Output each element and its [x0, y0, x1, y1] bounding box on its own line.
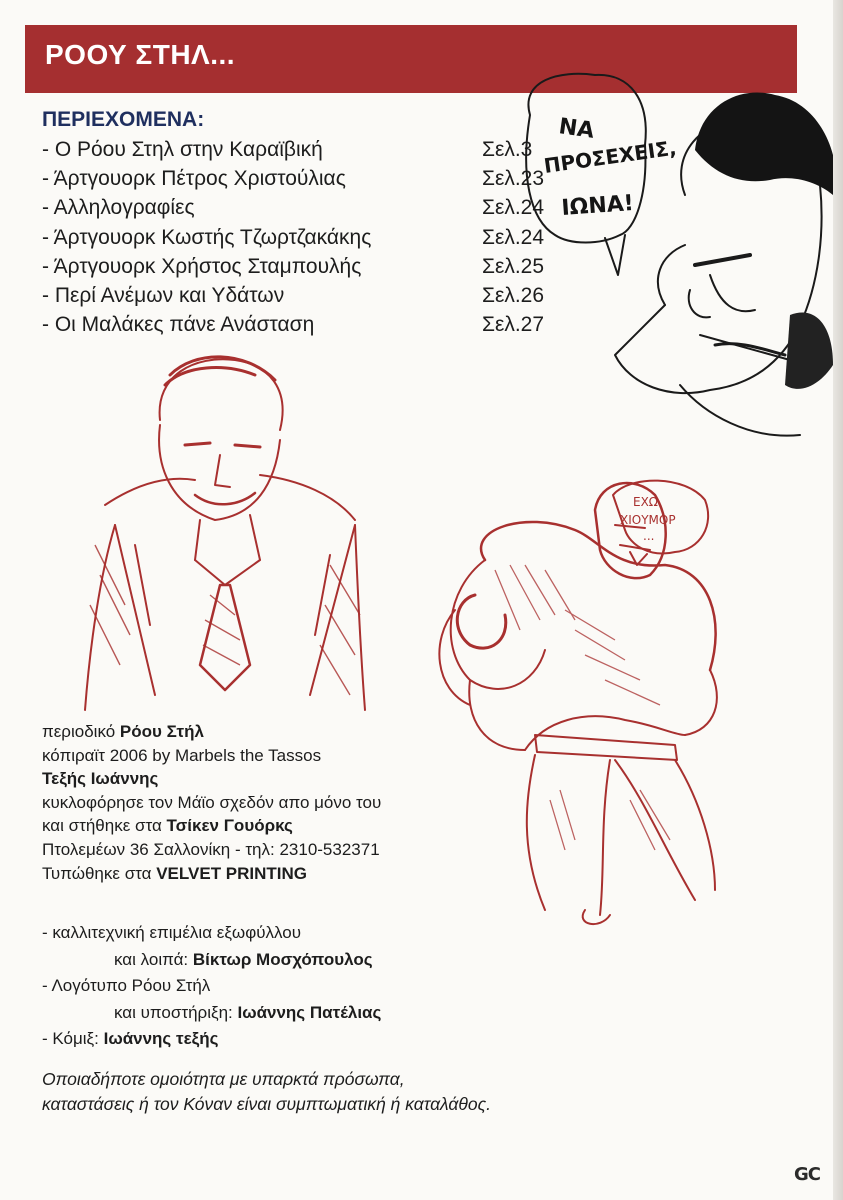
toc-item-title: - Περί Ανέμων και Υδάτων: [42, 283, 285, 307]
small-speech-line: ...: [643, 529, 655, 543]
credit-line: [42, 1026, 522, 1053]
credit-text: και υποστήριξη:: [114, 1002, 238, 1022]
angry-character-sketch: [500, 55, 833, 455]
credit-line: [42, 947, 522, 974]
disclaimer: [42, 1067, 642, 1117]
colophon-text: και στήθηκε στα: [42, 816, 167, 836]
colophon: [42, 720, 502, 885]
colophon-line: κόπιραϊτ 2006 by Marbels the Tassos: [42, 745, 322, 765]
disclaimer-line: καταστάσεις ή τον Κόναν είναι συμπτωματική ή καταλάθος.: [42, 1094, 492, 1114]
colophon-text: Τυπώθηκε στα: [42, 863, 157, 883]
speech-line: ΠΡΟΣΕΧΕΙΣ,: [542, 135, 678, 178]
author-name: Τεξής Ιωάννης: [42, 769, 159, 789]
credit-line: [42, 1000, 522, 1027]
toc-item-page: Σελ.25: [482, 254, 545, 278]
credits: [42, 920, 522, 1053]
colophon-line: [42, 767, 502, 791]
toc-item-title: - Οι Μαλάκες πάνε Ανάσταση: [42, 313, 315, 337]
small-speech-line: ΕΧΩ: [633, 495, 658, 509]
studio-name: Τσίκεν Γουόρκς: [166, 816, 293, 836]
credit-name: Ιωάννης τεξής: [103, 1029, 219, 1049]
toc-item-page: Σελ.24: [482, 225, 545, 249]
hair-shape: [695, 92, 833, 195]
small-speech-line: ΧΙΟΥΜΟΡ: [620, 513, 676, 527]
banner-title: ΡΟΟΥ ΣΤΗΛ...: [45, 39, 236, 70]
credit-line: - καλλιτεχνική επιμέλια εξωφύλλου: [42, 923, 302, 942]
colophon-line: κυκλοφόρησε τον Μάϊο σχεδόν απο μόνο του: [42, 792, 382, 812]
credit-text: και λοιπά:: [114, 949, 193, 969]
toc-item-title: - Ο Ρόου Στηλ στην Καραϊβική: [42, 138, 323, 161]
suited-man-sketch: [75, 345, 375, 715]
speech-line: ΙΩΝΑ!: [560, 190, 635, 221]
toc-item-page: Σελ.23: [482, 167, 545, 191]
colophon-line: [42, 720, 502, 744]
speech-bubble-tail: [605, 235, 625, 275]
colophon-line: [42, 814, 502, 838]
credit-text: - Κόμιξ:: [42, 1029, 104, 1049]
toc-item-page: Σελ.26: [482, 283, 545, 307]
toc-item-title: - Άρτγουορκ Χρήστος Σταμπουλής: [42, 254, 362, 278]
colophon-text: περιοδικό: [42, 722, 120, 741]
credit-line: - Λογότυπο Ρόου Στήλ: [42, 976, 211, 996]
disclaimer-line: Οποιαδήποτε ομοιότητα με υπαρκτά πρόσωπα,: [42, 1069, 405, 1089]
toc-item-page: Σελ.3: [482, 138, 533, 161]
page-edge: [833, 0, 843, 1200]
watermark-logo: GC: [794, 1164, 820, 1185]
magazine-name: Ρόου Στήλ: [119, 722, 204, 741]
colophon-line: Πτολεμέων 36 Σαλλονίκη - τηλ: 2310-532371: [42, 839, 380, 859]
toc-item-page: Σελ.27: [482, 313, 545, 337]
toc-item-title: - Άρτγουορκ Κωστής Τζωρτζακάκης: [42, 225, 372, 249]
credit-name: Ιωάννης Πατέλιας: [237, 1002, 382, 1022]
credit-name: Βίκτωρ Μοσχόπουλος: [192, 949, 373, 969]
printer-name: VELVET PRINTING: [156, 863, 308, 883]
jaw-shadow: [785, 312, 833, 388]
colophon-line: [42, 862, 502, 886]
toc-item-title: - Άρτγουορκ Πέτρος Χριστούλιας: [42, 167, 346, 191]
speech-line: ΝΑ: [557, 114, 596, 144]
toc-heading: ΠΕΡΙΕΧΟΜΕΝΑ:: [42, 108, 205, 131]
toc-item-page: Σελ.24: [482, 196, 545, 220]
toc-item-title: - Αλληλογραφίες: [42, 196, 195, 220]
